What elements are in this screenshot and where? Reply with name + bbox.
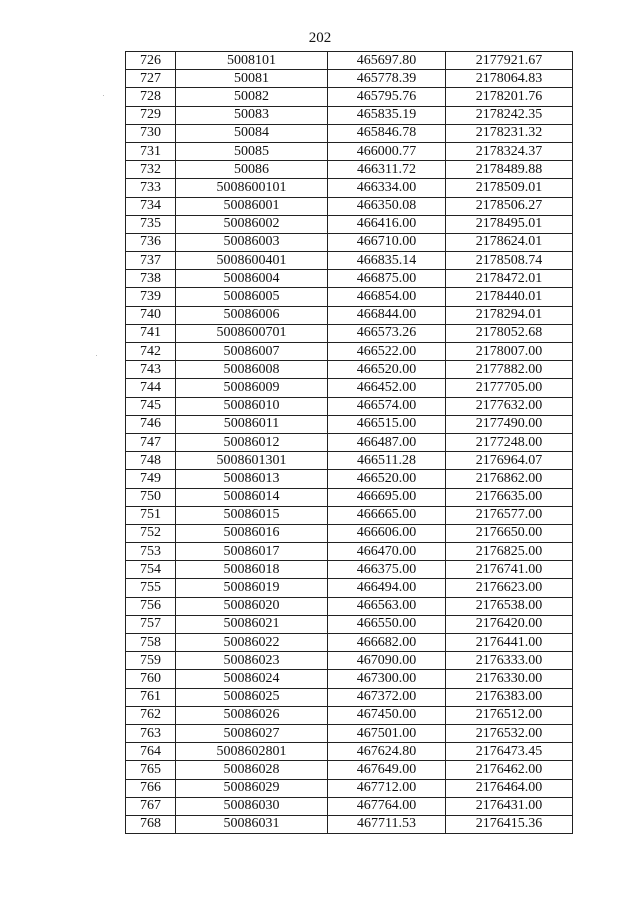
point-number-cell: 734 — [126, 197, 176, 215]
point-id-cell: 50086002 — [176, 215, 328, 233]
point-number-cell: 736 — [126, 233, 176, 251]
x-coordinate-cell: 466311.72 — [328, 161, 446, 179]
x-coordinate-cell: 466520.00 — [328, 470, 446, 488]
table-row — [126, 597, 573, 615]
x-coordinate-cell: 465835.19 — [328, 106, 446, 124]
x-coordinate-cell: 466470.00 — [328, 543, 446, 561]
point-number-cell: 748 — [126, 452, 176, 470]
y-coordinate-cell: 2178472.01 — [446, 270, 573, 288]
point-id-cell: 5008602801 — [176, 743, 328, 761]
point-id-cell: 50086025 — [176, 688, 328, 706]
x-coordinate-cell: 467501.00 — [328, 724, 446, 742]
table-row — [126, 106, 573, 124]
point-number-cell: 727 — [126, 70, 176, 88]
point-number-cell: 767 — [126, 797, 176, 815]
x-coordinate-cell: 466515.00 — [328, 415, 446, 433]
table-row — [126, 433, 573, 451]
point-number-cell: 746 — [126, 415, 176, 433]
point-id-cell: 50083 — [176, 106, 328, 124]
x-coordinate-cell: 467712.00 — [328, 779, 446, 797]
y-coordinate-cell: 2176415.36 — [446, 815, 573, 833]
table-row — [126, 142, 573, 160]
point-id-cell: 50086019 — [176, 579, 328, 597]
point-number-cell: 730 — [126, 124, 176, 142]
x-coordinate-cell: 467300.00 — [328, 670, 446, 688]
table-row — [126, 561, 573, 579]
y-coordinate-cell: 2178495.01 — [446, 215, 573, 233]
table-row — [126, 797, 573, 815]
point-id-cell: 50085 — [176, 142, 328, 160]
point-id-cell: 50086031 — [176, 815, 328, 833]
point-id-cell: 50086023 — [176, 652, 328, 670]
table-row — [126, 197, 573, 215]
point-number-cell: 733 — [126, 179, 176, 197]
table-row — [126, 506, 573, 524]
y-coordinate-cell: 2176333.00 — [446, 652, 573, 670]
point-id-cell: 50086027 — [176, 724, 328, 742]
y-coordinate-cell: 2178052.68 — [446, 324, 573, 342]
x-coordinate-cell: 466494.00 — [328, 579, 446, 597]
x-coordinate-cell: 466573.26 — [328, 324, 446, 342]
table-row — [126, 779, 573, 797]
y-coordinate-cell: 2176532.00 — [446, 724, 573, 742]
y-coordinate-cell: 2176512.00 — [446, 706, 573, 724]
y-coordinate-cell: 2176635.00 — [446, 488, 573, 506]
x-coordinate-cell: 466665.00 — [328, 506, 446, 524]
x-coordinate-cell: 467624.80 — [328, 743, 446, 761]
y-coordinate-cell: 2176330.00 — [446, 670, 573, 688]
point-id-cell: 50086020 — [176, 597, 328, 615]
y-coordinate-cell: 2178294.01 — [446, 306, 573, 324]
y-coordinate-cell: 2177248.00 — [446, 433, 573, 451]
y-coordinate-cell: 2177921.67 — [446, 52, 573, 70]
table-row — [126, 179, 573, 197]
table-row — [126, 324, 573, 342]
y-coordinate-cell: 2178506.27 — [446, 197, 573, 215]
y-coordinate-cell: 2177882.00 — [446, 361, 573, 379]
y-coordinate-cell: 2178508.74 — [446, 252, 573, 270]
table-row — [126, 215, 573, 233]
coordinates-table — [125, 51, 573, 834]
table-row — [126, 743, 573, 761]
x-coordinate-cell: 465697.80 — [328, 52, 446, 70]
x-coordinate-cell: 466844.00 — [328, 306, 446, 324]
table-row — [126, 652, 573, 670]
x-coordinate-cell: 466695.00 — [328, 488, 446, 506]
point-id-cell: 50086009 — [176, 379, 328, 397]
point-number-cell: 735 — [126, 215, 176, 233]
point-number-cell: 763 — [126, 724, 176, 742]
y-coordinate-cell: 2176464.00 — [446, 779, 573, 797]
page-number: 202 — [308, 30, 332, 46]
x-coordinate-cell: 466563.00 — [328, 597, 446, 615]
table-row — [126, 488, 573, 506]
point-id-cell: 50086001 — [176, 197, 328, 215]
point-number-cell: 764 — [126, 743, 176, 761]
point-number-cell: 755 — [126, 579, 176, 597]
point-id-cell: 50086003 — [176, 233, 328, 251]
point-number-cell: 738 — [126, 270, 176, 288]
y-coordinate-cell: 2178489.88 — [446, 161, 573, 179]
point-number-cell: 758 — [126, 634, 176, 652]
x-coordinate-cell: 465795.76 — [328, 88, 446, 106]
point-number-cell: 742 — [126, 343, 176, 361]
table-row — [126, 634, 573, 652]
point-number-cell: 728 — [126, 88, 176, 106]
x-coordinate-cell: 466416.00 — [328, 215, 446, 233]
y-coordinate-cell: 2178440.01 — [446, 288, 573, 306]
point-number-cell: 739 — [126, 288, 176, 306]
table-row — [126, 452, 573, 470]
x-coordinate-cell: 466375.00 — [328, 561, 446, 579]
table-row — [126, 306, 573, 324]
x-coordinate-cell: 466835.14 — [328, 252, 446, 270]
y-coordinate-cell: 2176420.00 — [446, 615, 573, 633]
y-coordinate-cell: 2176473.45 — [446, 743, 573, 761]
point-id-cell: 5008600401 — [176, 252, 328, 270]
scan-dot — [103, 95, 104, 96]
y-coordinate-cell: 2178231.32 — [446, 124, 573, 142]
y-coordinate-cell: 2177705.00 — [446, 379, 573, 397]
point-id-cell: 50084 — [176, 124, 328, 142]
y-coordinate-cell: 2178509.01 — [446, 179, 573, 197]
table-row — [126, 579, 573, 597]
point-number-cell: 766 — [126, 779, 176, 797]
point-number-cell: 737 — [126, 252, 176, 270]
table-row — [126, 615, 573, 633]
point-number-cell: 761 — [126, 688, 176, 706]
point-id-cell: 50086028 — [176, 761, 328, 779]
point-number-cell: 741 — [126, 324, 176, 342]
x-coordinate-cell: 466522.00 — [328, 343, 446, 361]
point-number-cell: 732 — [126, 161, 176, 179]
x-coordinate-cell: 467711.53 — [328, 815, 446, 833]
table-row — [126, 397, 573, 415]
x-coordinate-cell: 466875.00 — [328, 270, 446, 288]
y-coordinate-cell: 2176431.00 — [446, 797, 573, 815]
point-number-cell: 768 — [126, 815, 176, 833]
point-number-cell: 750 — [126, 488, 176, 506]
point-number-cell: 757 — [126, 615, 176, 633]
point-number-cell: 747 — [126, 433, 176, 451]
x-coordinate-cell: 467649.00 — [328, 761, 446, 779]
y-coordinate-cell: 2177490.00 — [446, 415, 573, 433]
point-id-cell: 5008601301 — [176, 452, 328, 470]
point-number-cell: 740 — [126, 306, 176, 324]
point-id-cell: 50086029 — [176, 779, 328, 797]
x-coordinate-cell: 466487.00 — [328, 433, 446, 451]
point-number-cell: 743 — [126, 361, 176, 379]
x-coordinate-cell: 465846.78 — [328, 124, 446, 142]
x-coordinate-cell: 466452.00 — [328, 379, 446, 397]
point-id-cell: 50086018 — [176, 561, 328, 579]
point-number-cell: 753 — [126, 543, 176, 561]
point-id-cell: 50086011 — [176, 415, 328, 433]
y-coordinate-cell: 2178007.00 — [446, 343, 573, 361]
table-row — [126, 543, 573, 561]
table-row — [126, 815, 573, 833]
point-id-cell: 50086006 — [176, 306, 328, 324]
x-coordinate-cell: 466350.08 — [328, 197, 446, 215]
point-id-cell: 50086005 — [176, 288, 328, 306]
point-id-cell: 50081 — [176, 70, 328, 88]
point-id-cell: 50086004 — [176, 270, 328, 288]
x-coordinate-cell: 466000.77 — [328, 142, 446, 160]
table-row — [126, 524, 573, 542]
y-coordinate-cell: 2176964.07 — [446, 452, 573, 470]
table-row — [126, 161, 573, 179]
point-id-cell: 50086024 — [176, 670, 328, 688]
x-coordinate-cell: 466710.00 — [328, 233, 446, 251]
x-coordinate-cell: 466334.00 — [328, 179, 446, 197]
point-id-cell: 50086022 — [176, 634, 328, 652]
point-id-cell: 5008600701 — [176, 324, 328, 342]
point-id-cell: 50086007 — [176, 343, 328, 361]
point-number-cell: 760 — [126, 670, 176, 688]
point-id-cell: 50086026 — [176, 706, 328, 724]
point-id-cell: 50086013 — [176, 470, 328, 488]
table-row — [126, 706, 573, 724]
point-id-cell: 5008600101 — [176, 179, 328, 197]
x-coordinate-cell: 466574.00 — [328, 397, 446, 415]
table-row — [126, 70, 573, 88]
x-coordinate-cell: 466606.00 — [328, 524, 446, 542]
y-coordinate-cell: 2178064.83 — [446, 70, 573, 88]
x-coordinate-cell: 467450.00 — [328, 706, 446, 724]
point-number-cell: 745 — [126, 397, 176, 415]
x-coordinate-cell: 466511.28 — [328, 452, 446, 470]
coordinates-table-body — [126, 52, 573, 834]
table-row — [126, 233, 573, 251]
y-coordinate-cell: 2176650.00 — [446, 524, 573, 542]
table-row — [126, 379, 573, 397]
y-coordinate-cell: 2178324.37 — [446, 142, 573, 160]
point-number-cell: 726 — [126, 52, 176, 70]
table-row — [126, 361, 573, 379]
point-id-cell: 50086008 — [176, 361, 328, 379]
table-row — [126, 688, 573, 706]
y-coordinate-cell: 2178624.01 — [446, 233, 573, 251]
x-coordinate-cell: 465778.39 — [328, 70, 446, 88]
point-number-cell: 752 — [126, 524, 176, 542]
table-row — [126, 343, 573, 361]
point-id-cell: 50086 — [176, 161, 328, 179]
point-id-cell: 5008101 — [176, 52, 328, 70]
x-coordinate-cell: 466854.00 — [328, 288, 446, 306]
x-coordinate-cell: 467764.00 — [328, 797, 446, 815]
y-coordinate-cell: 2176862.00 — [446, 470, 573, 488]
point-id-cell: 50082 — [176, 88, 328, 106]
table-row — [126, 88, 573, 106]
y-coordinate-cell: 2176825.00 — [446, 543, 573, 561]
point-id-cell: 50086015 — [176, 506, 328, 524]
table-row — [126, 124, 573, 142]
table-row — [126, 470, 573, 488]
x-coordinate-cell: 467090.00 — [328, 652, 446, 670]
point-id-cell: 50086012 — [176, 433, 328, 451]
table-row — [126, 761, 573, 779]
point-number-cell: 729 — [126, 106, 176, 124]
point-id-cell: 50086030 — [176, 797, 328, 815]
point-id-cell: 50086016 — [176, 524, 328, 542]
point-number-cell: 744 — [126, 379, 176, 397]
point-number-cell: 751 — [126, 506, 176, 524]
table-row — [126, 252, 573, 270]
scan-dot — [96, 355, 97, 356]
y-coordinate-cell: 2177632.00 — [446, 397, 573, 415]
table-row — [126, 415, 573, 433]
y-coordinate-cell: 2176623.00 — [446, 579, 573, 597]
x-coordinate-cell: 466682.00 — [328, 634, 446, 652]
point-id-cell: 50086017 — [176, 543, 328, 561]
y-coordinate-cell: 2176441.00 — [446, 634, 573, 652]
point-id-cell: 50086010 — [176, 397, 328, 415]
x-coordinate-cell: 466520.00 — [328, 361, 446, 379]
y-coordinate-cell: 2176462.00 — [446, 761, 573, 779]
y-coordinate-cell: 2178201.76 — [446, 88, 573, 106]
point-number-cell: 731 — [126, 142, 176, 160]
point-number-cell: 762 — [126, 706, 176, 724]
point-number-cell: 765 — [126, 761, 176, 779]
table-row — [126, 52, 573, 70]
x-coordinate-cell: 466550.00 — [328, 615, 446, 633]
point-number-cell: 749 — [126, 470, 176, 488]
y-coordinate-cell: 2176538.00 — [446, 597, 573, 615]
table-row — [126, 724, 573, 742]
point-id-cell: 50086014 — [176, 488, 328, 506]
x-coordinate-cell: 467372.00 — [328, 688, 446, 706]
point-id-cell: 50086021 — [176, 615, 328, 633]
point-number-cell: 756 — [126, 597, 176, 615]
y-coordinate-cell: 2176383.00 — [446, 688, 573, 706]
y-coordinate-cell: 2178242.35 — [446, 106, 573, 124]
y-coordinate-cell: 2176577.00 — [446, 506, 573, 524]
table-row — [126, 288, 573, 306]
table-row — [126, 270, 573, 288]
y-coordinate-cell: 2176741.00 — [446, 561, 573, 579]
point-number-cell: 754 — [126, 561, 176, 579]
table-row — [126, 670, 573, 688]
point-number-cell: 759 — [126, 652, 176, 670]
